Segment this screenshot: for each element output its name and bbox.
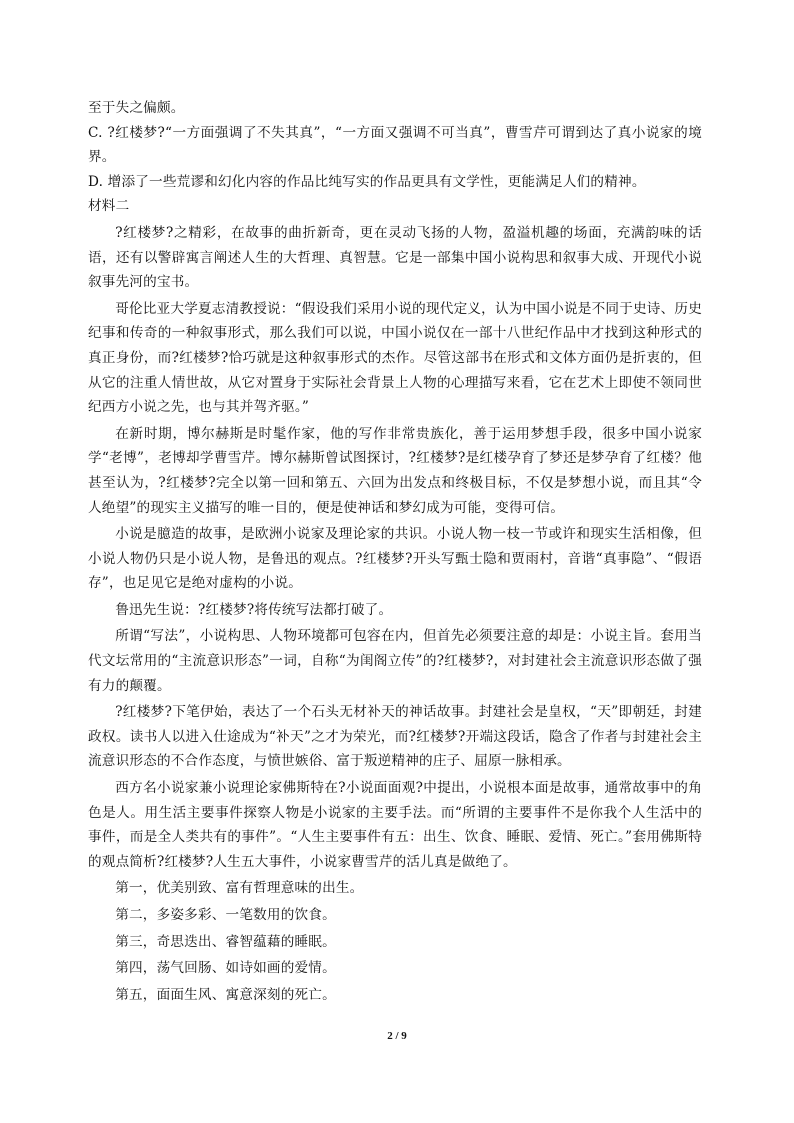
page-number: 2 / 9 <box>387 1030 407 1042</box>
paragraph: 小说是臆造的故事，是欧洲小说家及理论家的共识。小说人物一枝一节或许和现实生活相像，但小说人物仍只是小说人物，是鲁迅的观点。?红楼梦?开头写甄士隐和贾雨村，音谐“真事隐”、“假语存”，也足见它是绝对虚构的小说。 <box>88 526 702 592</box>
paragraph: 鲁迅先生说：?红楼梦?将传统写法都打破了。 <box>115 601 393 618</box>
section-heading-material-two: 材料二 <box>88 198 130 215</box>
paragraph: 在新时期，博尔赫斯是时髦作家，他的写作非常贵族化，善于运用梦想手段，很多中国小说家学“老博”，老博却学曹雪芹。博尔赫斯曾试图探讨，?红楼梦?是红楼孕育了梦还是梦孕育了红楼？他甚至认为，?红楼梦?完全以第一回和第五、六回为出发点和终极目标，不仅是梦想小说，而且其“令人绝望”的现实主义描写的唯一目的，便是使神话和梦幻成为可能，变得可信。 <box>88 425 702 516</box>
list-item: 第二，多姿多彩、一笔数用的饮食。 <box>115 907 336 923</box>
document-body <box>88 96 702 1007</box>
list-item: 第四，荡气回肠、如诗如画的爱情。 <box>115 960 336 977</box>
option-d: D. 增添了一些荒谬和幻化内容的作品比纯写实的作品更具有文学性，更能满足人们的精神。 <box>88 173 646 190</box>
paragraph: 西方名小说家兼小说理论家佛斯特在?小说面面观?中提出，小说根本面是故事，通常故事中的角色是人。用生活主要事件探察人物是小说家的主要手法。而“所谓的主要事件不是你我个人生活中的事件，而是全人类共有的事件”。“人生主要事件有五：出生、饮食、睡眠、爱情、死亡。”套用佛斯特的观点简析?红楼梦?人生五大事件，小说家曹雪芹的活儿真是做绝了。 <box>88 780 702 870</box>
paragraph-continuation: 至于失之偏颇。 <box>88 100 185 116</box>
paragraph: ?红楼梦?之精彩，在故事的曲折新奇，更在灵动飞扬的人物，盈溢机趣的场面，充满韵味的话语，还有以警辟寓言阐述人生的大哲理、真智慧。它是一部集中国小说构思和叙事大成、开现代小说叙事先河的宝书。 <box>88 224 702 291</box>
list-item: 第三，奇思迭出、睿智蕴藉的睡眠。 <box>115 933 336 950</box>
list-item: 第五，面面生风、寓意深刻的死亡。 <box>115 986 336 1003</box>
paragraph: 所谓“写法”，小说构思、人物环境都可包容在内，但首先必须要注意的却是：小说主旨。套用当代文坛常用的“主流意识形态”一词，自称“为闺阁立传”的?红楼梦?，对封建社会主流意识形态做了强有力的颠覆。 <box>88 628 702 694</box>
paragraph: 哥伦比亚大学夏志清教授说：“假设我们采用小说的现代定义，认为中国小说是不同于史诗、历史纪事和传奇的一种叙事形式，那么我们可以说，中国小说仅在一部十八世纪作品中才找到这种形式的真正身份，而?红楼梦?恰巧就是这种叙事形式的杰作。尽管这部书在形式和文体方面仍是折衷的，但从它的注重人情世故，从它对置身于实际社会背景上人物的心理描写来看，它在艺术上即使不领同世纪西方小说之先，也与其并驾齐驱。” <box>88 300 702 416</box>
paragraph: ?红楼梦?下笔伊始，表达了一个石头无材补天的神话故事。封建社会是皇权，“天”即朝廷，封建政权。读书人以进入仕途成为“补天”之才为荣光，而?红楼梦?开端这段话，隐含了作者与封建社会主流意识形态的不合作态度，与愤世嫉俗、富于叛逆精神的庄子、屈原一脉相承。 <box>88 704 702 770</box>
list-item: 第一，优美别致、富有哲理意味的出生。 <box>115 880 364 897</box>
option-c: C. ?红楼梦?“一方面强调了不失其真”，“一方面又强调不可当真”，曹雪芹可谓到达了真小说家的境界。 <box>88 124 702 166</box>
